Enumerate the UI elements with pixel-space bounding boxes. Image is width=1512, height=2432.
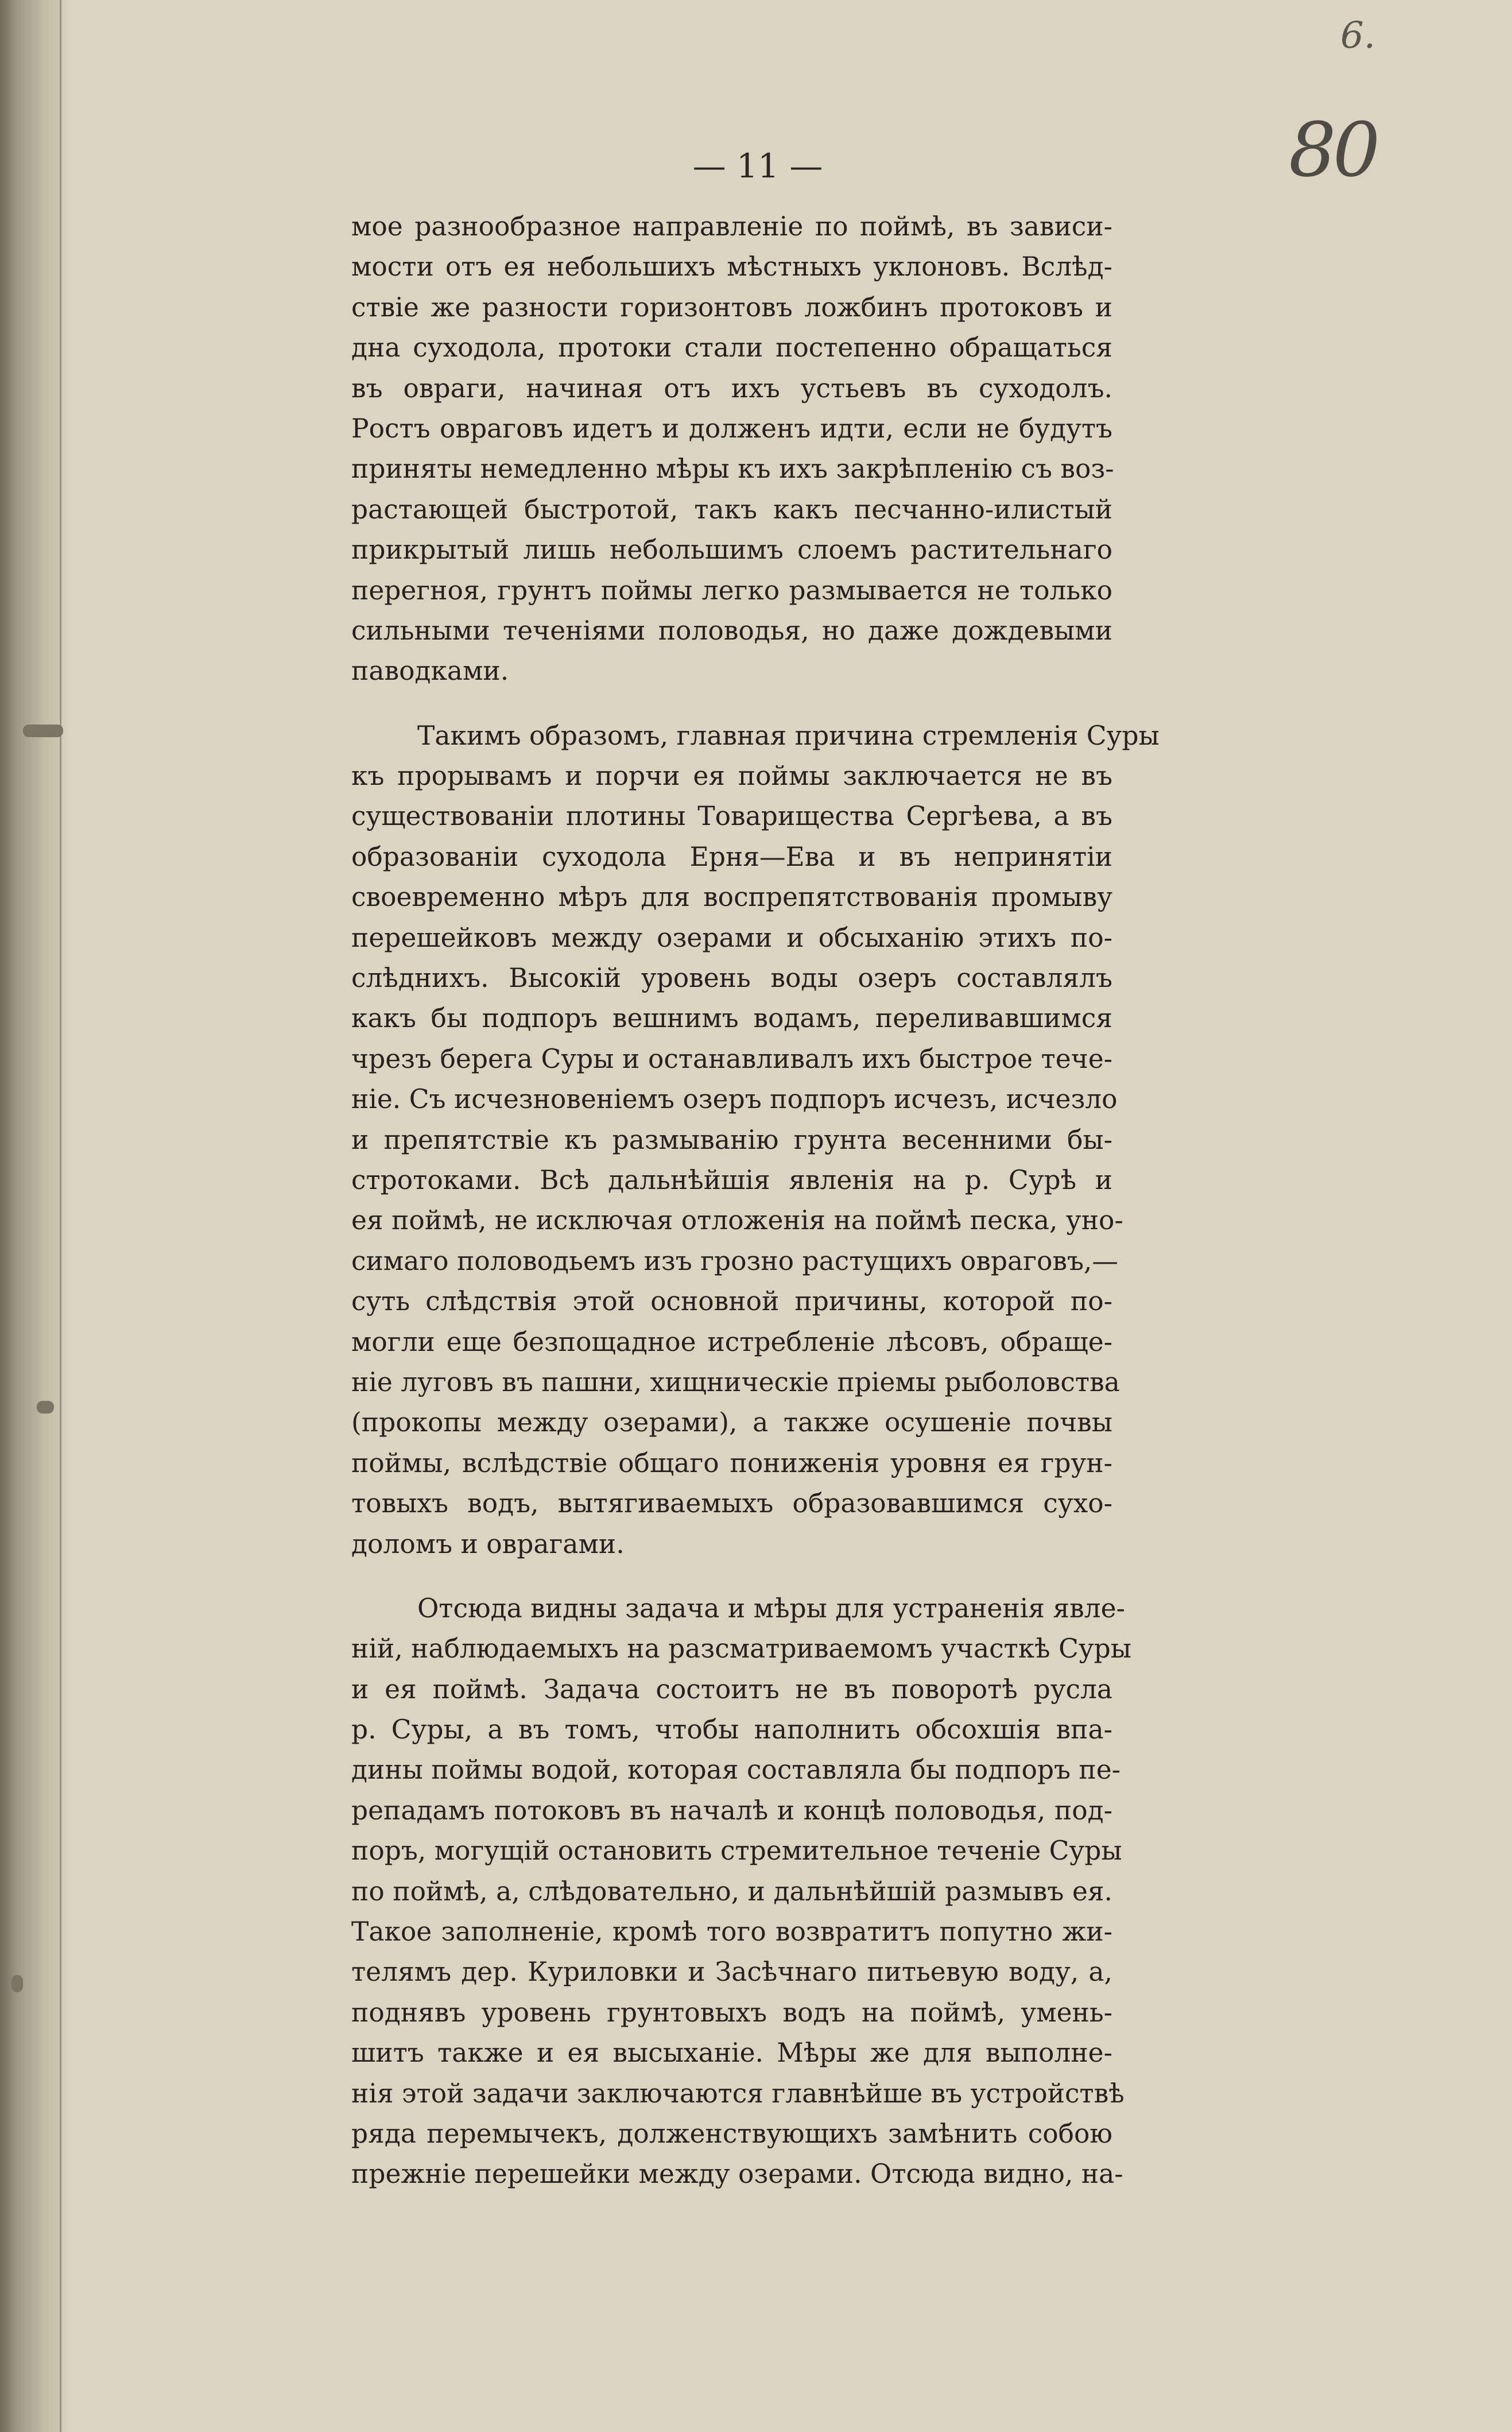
text-line: поръ, могущій остановить стремительное теченіе Суры [351, 1835, 1122, 1866]
binding-stitch [11, 1975, 23, 1992]
text-line: ніе луговъ въ пашни, хищническіе пріемы рыболовства [351, 1366, 1120, 1397]
text-line: и препятствіе къ размыванію грунта весенними бы- [351, 1124, 1112, 1155]
text-line: нія этой задачи заключаются главнѣйше въ устройствѣ [351, 2078, 1125, 2109]
text-line: и ея поймѣ. Задача состоитъ не въ поворотѣ русла [351, 1674, 1112, 1705]
text-line: (прокопы между озерами), а также осушеніе почвы [351, 1407, 1112, 1438]
handwritten-archive-number: 80 [1289, 106, 1377, 193]
text-line: стротоками. Всѣ дальнѣйшія явленія на р. Сурѣ и [351, 1164, 1112, 1195]
text-line: къ прорывамъ и порчи ея поймы заключается не въ [351, 761, 1112, 792]
text-line: прежніе перешейки между озерами. Отсюда видно, на- [351, 2159, 1123, 2190]
text-line: существованіи плотины Товарищества Сергѣева, а въ [351, 801, 1112, 832]
binding-fold-line [60, 0, 61, 2432]
text-line: товыхъ водъ, вытягиваемыхъ образовавшимся сухо- [351, 1488, 1112, 1519]
binding-edge [0, 0, 69, 2432]
text-line: какъ бы подпоръ вешнимъ водамъ, переливавшимся [351, 1003, 1112, 1034]
text-line: въ овраги, начиная отъ ихъ устьевъ въ суходолъ. [351, 373, 1112, 404]
body-text [351, 207, 1160, 2195]
text-line: ній, наблюдаемыхъ на разсматриваемомъ участкѣ Суры [351, 1633, 1132, 1664]
page-number: — 11 — [692, 146, 823, 185]
text-line: своевременно мѣръ для воспрепятствованія промыву [351, 882, 1112, 913]
text-line: телямъ дер. Куриловки и Засѣчнаго питьевую воду, а, [351, 1957, 1112, 1988]
text-line: приняты немедленно мѣры къ ихъ закрѣпленію съ воз- [351, 454, 1114, 485]
handwritten-folio-mark: 6. [1340, 14, 1376, 57]
text-line: растающей быстротой, такъ какъ песчанно-илистый [351, 494, 1112, 525]
text-line: могли еще безпощадное истребленіе лѣсовъ, обраще- [351, 1326, 1112, 1357]
text-line: сильными теченіями половодья, но даже дождевыми [351, 615, 1112, 646]
text-line: суть слѣдствія этой основной причины, которой по- [351, 1286, 1112, 1317]
text-line: ея поймѣ, не исключая отложенія на поймѣ песка, уно- [351, 1205, 1123, 1236]
text-line: репадамъ потоковъ въ началѣ и концѣ половодья, под- [351, 1795, 1112, 1826]
text-line: ніе. Съ исчезновеніемъ озеръ подпоръ исчезъ, исчезло [351, 1084, 1118, 1115]
text-line: по поймѣ, а, слѣдовательно, и дальнѣйшій размывъ ея. [351, 1876, 1112, 1907]
text-line: дна суходола, протоки стали постепенно обращаться [351, 332, 1112, 363]
text-line: мое разнообразное направленіе по поймѣ, въ зависи- [351, 211, 1112, 242]
text-line: доломъ и оврагами. [351, 1528, 625, 1559]
text-line: чрезъ берега Суры и останавливалъ ихъ быстрое тече- [351, 1043, 1112, 1074]
text-line: дины поймы водой, которая составляла бы подпоръ пе- [351, 1755, 1121, 1786]
text-line: перешейковъ между озерами и обсыханію этихъ по- [351, 922, 1112, 953]
text-line: шитъ также и ея высыханіе. Мѣры же для выполне- [351, 2038, 1112, 2069]
paragraph-gap [351, 692, 1112, 716]
text-line: поднявъ уровень грунтовыхъ водъ на поймѣ, умень- [351, 1997, 1112, 2028]
paragraph-1 [351, 207, 1112, 692]
text-line: ряда перемычекъ, долженствующихъ замѣнить собою [351, 2118, 1112, 2149]
text-line: ствіе же разности горизонтовъ ложбинъ протоковъ и [351, 292, 1112, 323]
text-line: Такимъ образомъ, главная причина стремленія Суры [417, 720, 1160, 751]
text-line: перегноя, грунтъ поймы легко размывается не только [351, 575, 1112, 606]
text-line: Отсюда видны задача и мѣры для устраненія явле- [417, 1593, 1125, 1624]
paragraph-2 [351, 716, 1160, 1564]
text-line: паводками. [351, 656, 509, 687]
paragraph-3 [351, 1589, 1132, 2195]
binding-stitch [23, 725, 63, 737]
text-line: мости отъ ея небольшихъ мѣстныхъ уклоновъ. Вслѣд- [351, 251, 1112, 282]
text-line: поймы, вслѣдствіе общаго пониженія уровня ея грун- [351, 1447, 1112, 1478]
text-line: слѣднихъ. Высокій уровень воды озеръ составлялъ [351, 963, 1112, 994]
paragraph-gap [351, 1564, 1112, 1589]
text-line: Такое заполненіе, кромѣ того возвратитъ попутно жи- [351, 1916, 1112, 1947]
text-line: симаго половодьемъ изъ грозно растущихъ овраговъ,— [351, 1245, 1118, 1276]
text-line: р. Суры, а въ томъ, чтобы наполнить обсохшія впа- [351, 1714, 1112, 1745]
binding-stitch [37, 1401, 54, 1413]
text-line: прикрытый лишь небольшимъ слоемъ растительнаго [351, 535, 1112, 566]
text-line: Ростъ овраговъ идетъ и долженъ идти, если не будутъ [351, 413, 1112, 444]
text-line: образованіи суходола Ерня—Ева и въ непринятіи [351, 841, 1112, 872]
